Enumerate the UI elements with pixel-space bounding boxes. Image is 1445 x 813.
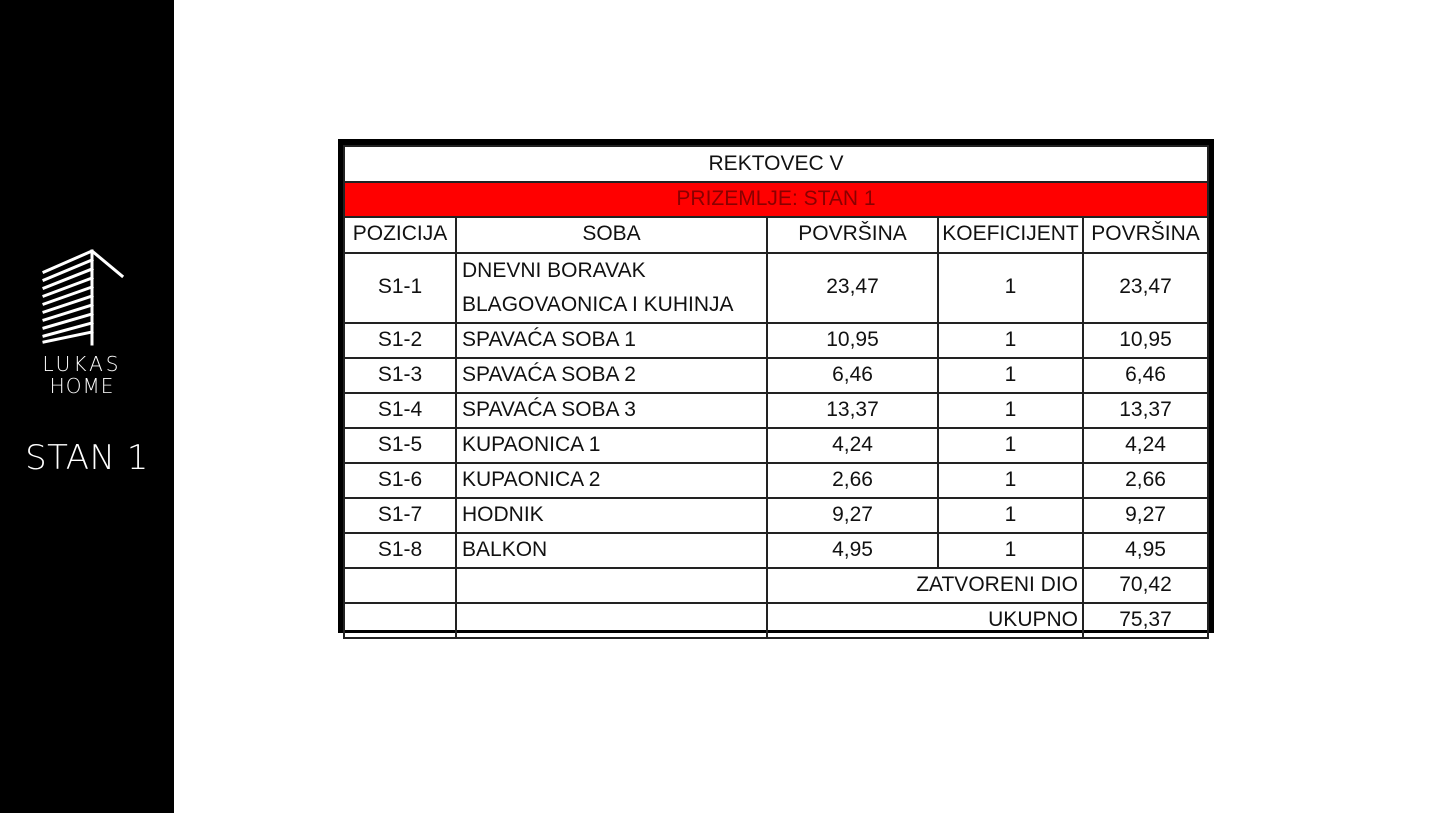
- area-table-frame: [338, 139, 1214, 633]
- table-title: REKTOVEC V: [344, 146, 1208, 182]
- cell-pozicija: S1-4: [344, 393, 456, 428]
- cell-povrsina: 13,37: [767, 393, 938, 428]
- cell-soba: KUPAONICA 1: [456, 428, 767, 463]
- apartment-label: STAN 1: [25, 438, 149, 478]
- sidebar: [0, 0, 174, 813]
- cell-koeficijent: 1: [938, 253, 1083, 323]
- total-value-overall: 75,37: [1083, 603, 1208, 638]
- cell-pozicija: S1-6: [344, 463, 456, 498]
- cell-pozicija: S1-8: [344, 533, 456, 568]
- header-povrsina: POVRŠINA: [767, 217, 938, 253]
- logo-text-home: HOME: [49, 374, 115, 398]
- empty-cell: [456, 603, 767, 638]
- table-row: [344, 393, 1208, 428]
- logo-text-lukas: LUKAS: [42, 352, 122, 376]
- table-title-row: [344, 146, 1208, 182]
- cell-povrsina-total: 13,37: [1083, 393, 1208, 428]
- cell-pozicija: S1-3: [344, 358, 456, 393]
- table-row: [344, 533, 1208, 568]
- cell-soba-line2: BLAGOVAONICA I KUHINJA: [462, 292, 734, 316]
- total-row-closed: [344, 568, 1208, 603]
- cell-pozicija: S1-5: [344, 428, 456, 463]
- cell-povrsina-total: 2,66: [1083, 463, 1208, 498]
- header-pozicija: POZICIJA: [344, 217, 456, 253]
- total-label-overall: UKUPNO: [767, 603, 1083, 638]
- cell-povrsina: 9,27: [767, 498, 938, 533]
- table-row: [344, 463, 1208, 498]
- cell-soba: [456, 253, 767, 323]
- table-row: [344, 498, 1208, 533]
- cell-povrsina: 2,66: [767, 463, 938, 498]
- cell-povrsina: 4,95: [767, 533, 938, 568]
- cell-soba: HODNIK: [456, 498, 767, 533]
- cell-povrsina-total: 4,95: [1083, 533, 1208, 568]
- header-povrsina-total: POVRŠINA: [1083, 217, 1208, 253]
- table-row: [344, 358, 1208, 393]
- table-row: [344, 323, 1208, 358]
- empty-cell: [456, 568, 767, 603]
- table-header-row: [344, 217, 1208, 253]
- cell-koeficijent: 1: [938, 498, 1083, 533]
- cell-povrsina: 4,24: [767, 428, 938, 463]
- table-row: [344, 253, 1208, 323]
- cell-povrsina-total: 10,95: [1083, 323, 1208, 358]
- area-table: [343, 145, 1209, 639]
- total-value-closed: 70,42: [1083, 568, 1208, 603]
- cell-pozicija: S1-1: [344, 253, 456, 323]
- building-icon: [30, 246, 134, 352]
- floor-banner: PRIZEMLJE: STAN 1: [344, 182, 1208, 217]
- cell-koeficijent: 1: [938, 393, 1083, 428]
- cell-koeficijent: 1: [938, 463, 1083, 498]
- cell-koeficijent: 1: [938, 533, 1083, 568]
- logo: [30, 246, 134, 396]
- cell-soba: KUPAONICA 2: [456, 463, 767, 498]
- cell-povrsina-total: 6,46: [1083, 358, 1208, 393]
- cell-povrsina: 10,95: [767, 323, 938, 358]
- cell-koeficijent: 1: [938, 428, 1083, 463]
- empty-cell: [344, 603, 456, 638]
- cell-koeficijent: 1: [938, 358, 1083, 393]
- cell-povrsina-total: 9,27: [1083, 498, 1208, 533]
- table-row: [344, 428, 1208, 463]
- cell-soba: SPAVAĆA SOBA 1: [456, 323, 767, 358]
- cell-povrsina-total: 4,24: [1083, 428, 1208, 463]
- cell-povrsina: 6,46: [767, 358, 938, 393]
- cell-soba-line1: DNEVNI BORAVAK: [462, 258, 646, 282]
- header-koeficijent: KOEFICIJENT: [938, 217, 1083, 253]
- total-label-closed: ZATVORENI DIO: [767, 568, 1083, 603]
- cell-soba: SPAVAĆA SOBA 2: [456, 358, 767, 393]
- cell-povrsina: 23,47: [767, 253, 938, 323]
- cell-soba: SPAVAĆA SOBA 3: [456, 393, 767, 428]
- cell-soba: BALKON: [456, 533, 767, 568]
- total-row-overall: [344, 603, 1208, 638]
- header-soba: SOBA: [456, 217, 767, 253]
- cell-pozicija: S1-7: [344, 498, 456, 533]
- table-banner-row: [344, 182, 1208, 217]
- cell-pozicija: S1-2: [344, 323, 456, 358]
- cell-koeficijent: 1: [938, 323, 1083, 358]
- empty-cell: [344, 568, 456, 603]
- cell-povrsina-total: 23,47: [1083, 253, 1208, 323]
